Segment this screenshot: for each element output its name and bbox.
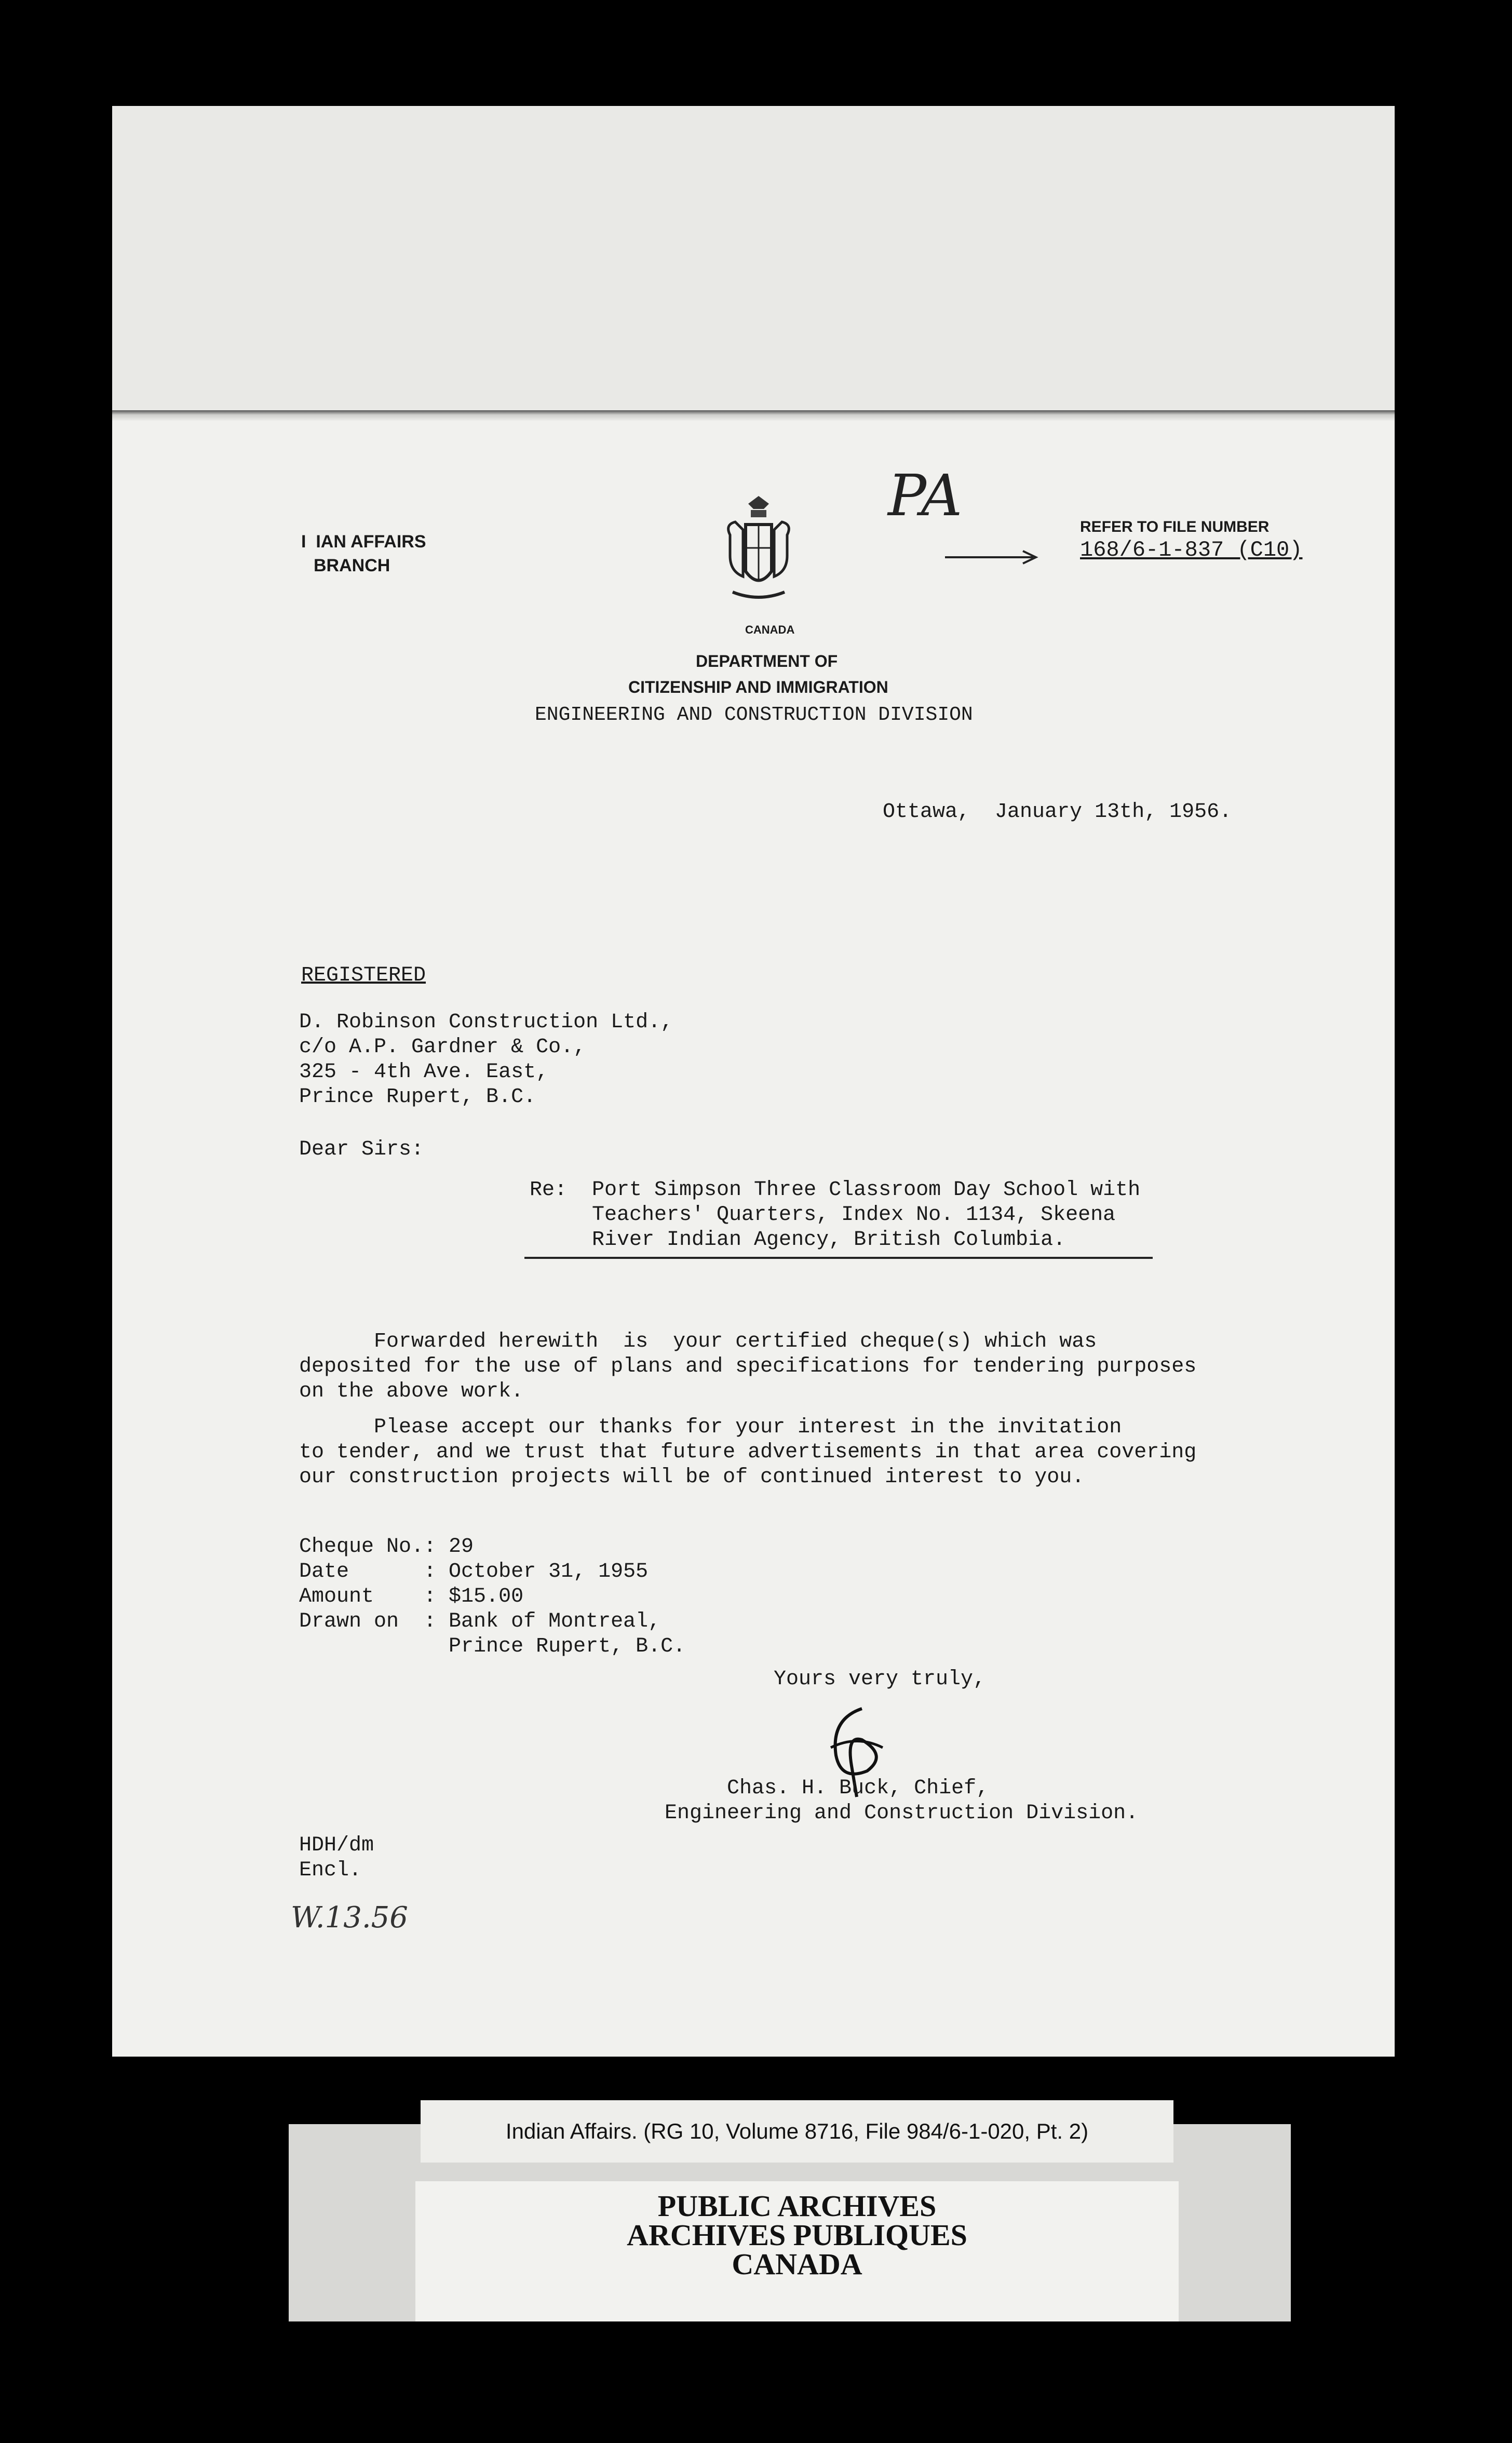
file-number: 168/6-1-837 (C10) — [1080, 538, 1303, 562]
refer-file-label: REFER TO FILE NUMBER — [1080, 518, 1270, 535]
subject-label: Re: — [530, 1178, 568, 1202]
letter-date: Ottawa, January 13th, 1956. — [883, 800, 1232, 824]
closing: Yours very truly, — [774, 1668, 986, 1691]
coat-of-arms-crest — [720, 493, 798, 623]
handwritten-note: W.13.56 — [291, 1901, 408, 1935]
reference-initials: HDH/dm Encl. — [299, 1834, 374, 1882]
signatory-block: Chas. H. Buck, Chief, Engineering and Construction Division. — [665, 1777, 1139, 1825]
subject-line: Port Simpson Three Classroom Day School with Teachers' Quarters, Index No. 1134, Skeena River Indian Agency, British Columbia. — [592, 1178, 1141, 1252]
recipient-address: D. Robinson Construction Ltd., c/o A.P. Gardner & Co., 325 - 4th Ave. East, Prince Rupert, B.C. — [299, 1011, 673, 1109]
archive-stamp: PUBLIC ARCHIVES ARCHIVES PUBLIQUES CANADA — [415, 2181, 1179, 2321]
branch-name: I IAN AFFAIRS BRANCH — [301, 532, 426, 575]
archive-citation: Indian Affairs. (RG 10, Volume 8716, File 984/6-1-020, Pt. 2) — [421, 2100, 1173, 2163]
cheque-details: Cheque No.: 29 Date : October 31, 1955 Amount : $15.00 Drawn on : Bank of Montreal, Prince Rupert, B.C. — [299, 1535, 686, 1658]
paragraph-thanks: Please accept our thanks for your interest in the invitation to tender, and we trust that future advertisements in that area covering our construction projects will be of continued interest to you. — [299, 1416, 1197, 1489]
arrow-right-icon — [945, 549, 1038, 565]
division-name: ENGINEERING AND CONSTRUCTION DIVISION — [535, 704, 973, 726]
registered-mark: REGISTERED — [301, 964, 426, 987]
department-heading: DEPARTMENT OF — [696, 652, 838, 670]
subject-underline — [524, 1257, 1153, 1259]
department-name: CITIZENSHIP AND IMMIGRATION — [628, 678, 888, 696]
paper-fold-edge — [112, 410, 1395, 422]
handwritten-initials: PA — [888, 462, 963, 529]
salutation: Dear Sirs: — [299, 1138, 424, 1161]
crest-caption: CANADA — [745, 623, 795, 636]
paragraph-forwarded: Forwarded herewith is your certified cheque(s) which was deposited for the use of plans and specifications for tendering purposes on the above work. — [299, 1330, 1197, 1403]
